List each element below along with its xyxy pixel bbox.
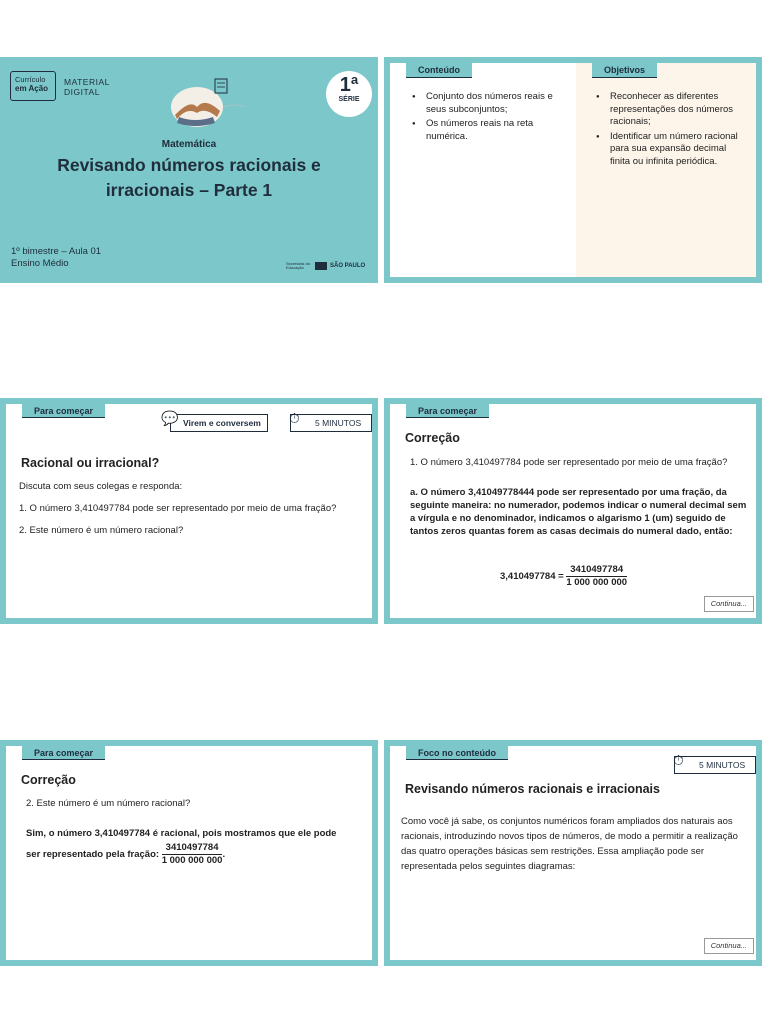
intro-text: Discuta com seus colegas e responda: xyxy=(19,481,183,492)
list-item: ● Identificar um número racional para sua expansão decimal finita ou infinita periódica. xyxy=(596,131,746,169)
slide-heading: Correção xyxy=(405,431,460,445)
conteudo-column xyxy=(390,63,576,277)
answer-text: Sim, o número 3,410497784 é racional, pois mostramos que ele pode xyxy=(26,828,337,839)
slide-heading: Racional ou irracional? xyxy=(21,456,160,470)
lesson-info: 1º bimestre – Aula 01 Ensino Médio xyxy=(11,246,102,269)
book-hand-illustration xyxy=(165,77,255,135)
fraction: $\frac{3410497784}{1 000 000 000}$ xyxy=(566,564,628,588)
stopwatch-icon: ⏱ xyxy=(673,752,684,768)
slide-heading: Revisando números racionais e irracionais xyxy=(405,782,660,796)
slide-heading: Correção xyxy=(21,773,76,787)
list-item: ● Reconhecer as diferentes representações dos números racionais; xyxy=(596,91,746,129)
virem-e-conversem-badge: 💬 Virem e conversem xyxy=(170,414,268,432)
slide-card xyxy=(390,404,756,618)
slide-foco-no-conteudo xyxy=(384,740,762,966)
stopwatch-icon: ⏱ xyxy=(289,410,300,426)
conteudo-list xyxy=(412,91,566,145)
answer-fraction-line: ser representado pela fração: $\frac{3410497784}{1 000 000 000}$ . xyxy=(26,842,226,866)
continua-button[interactable]: Continua... xyxy=(704,596,754,612)
lesson-title: Revisando números racionais e irracionais – Parte 1 xyxy=(57,155,321,200)
continua-button[interactable]: Continua... xyxy=(704,938,754,954)
fraction-equation: 3,410497784 = $\frac{3410497784}{1 000 000 000}$ xyxy=(500,564,628,588)
slide-card xyxy=(390,63,756,277)
slide-correcao-1 xyxy=(384,398,762,624)
material-digital-logo: MATERIAL DIGITAL xyxy=(64,77,110,97)
body-text: Como você já sabe, os conjuntos numéricos foram ampliados dos naturais aos racionais, introduzindo novos tipos de números, de modo a permitir a realização das quatro operações básicas sem restrições. Essa ampliação pode ser representada pelos seguintes diagramas: xyxy=(401,816,738,872)
answer-text: a. O número 3,41049778444 pode ser representado por uma fração, da seguinte maneira: no numerador, podemos indicar o numeral decimal sem a vírgula e no denominador, indicamos o algarismo 1 (um) seguido de tantos zeros quantas forem as casas decimais do numeral dado, então: xyxy=(410,487,747,537)
question-2: 2. Este número é um número racional? xyxy=(26,798,191,809)
fraction: $\frac{3410497784}{1 000 000 000}$ xyxy=(161,842,223,866)
curriculo-logo: Currículo em Ação xyxy=(10,71,56,101)
gov-emblem-icon xyxy=(315,262,327,270)
section-tag: Para começar xyxy=(22,746,105,760)
objetivos-list xyxy=(596,91,746,170)
question-1: 1. O número 3,410497784 pode ser representado por meio de uma fração? xyxy=(19,503,337,514)
section-tag: Para começar xyxy=(22,404,105,418)
slide-card xyxy=(6,404,372,618)
conteudo-tag: Conteúdo xyxy=(406,63,472,78)
question-2: 2. Este número é um número racional? xyxy=(19,525,184,536)
slide-correcao-2 xyxy=(0,740,378,966)
list-item: ● Os números reais na reta numérica. xyxy=(412,118,566,143)
section-tag: Para começar xyxy=(406,404,489,418)
subject-label: Matemática xyxy=(161,139,217,150)
question-1: 1. O número 3,410497784 pode ser representado por meio de uma fração? xyxy=(410,457,728,468)
list-item: ● Conjunto dos números reais e seus subconjuntos; xyxy=(412,91,566,116)
time-badge: ⏱ 5 MINUTOS xyxy=(290,414,372,432)
slide-card xyxy=(6,746,372,960)
sao-paulo-gov-logo: Secretaria da Educação SÃO PAULO xyxy=(286,261,366,270)
objetivos-tag: Objetivos xyxy=(592,63,657,78)
slide-para-comecar-1 xyxy=(0,398,378,624)
serie-badge: 1ª SÉRIE xyxy=(326,71,372,117)
slide-conteudo-objetivos xyxy=(384,57,762,283)
chat-bubble-icon: 💬 xyxy=(161,410,179,426)
time-badge: ⏱ 5 MINUTOS xyxy=(674,756,756,774)
section-tag: Foco no conteúdo xyxy=(406,746,508,760)
slide-card xyxy=(390,746,756,960)
objetivos-column xyxy=(576,63,756,277)
slide-cover xyxy=(0,57,378,283)
